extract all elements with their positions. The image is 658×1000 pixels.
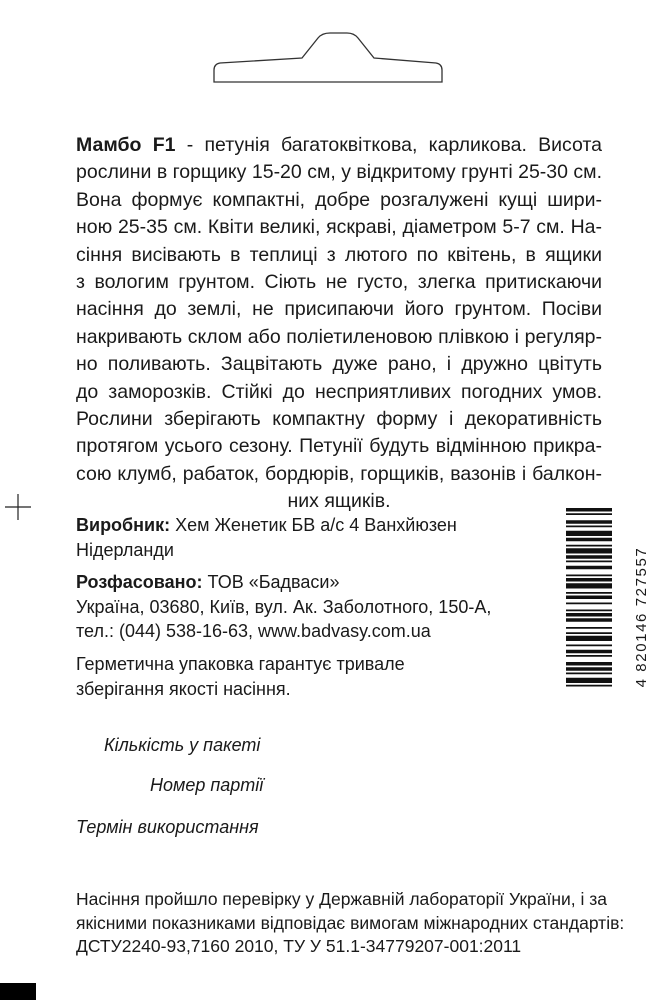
description-line: рослини в горщику 15-20 см, у відкритому грунті 25-30 см. [76, 161, 602, 184]
packer-name: ТОВ «Бадваси» [202, 572, 340, 592]
description-line: насіння до землі, не присипаючи його грунтом. Посіви [76, 298, 602, 321]
packaging-note-line: Герметична упаковка гарантує тривале [76, 654, 405, 674]
packer-address: Україна, 03680, Київ, вул. Ак. Заболотного, 150-А, [76, 596, 492, 617]
producer-country: Нідерланди [76, 539, 174, 560]
description-line: сою клумб, рабаток, бордюрів, горщиків, вазонів і балкон- [76, 462, 602, 485]
barcode-icon [566, 508, 612, 726]
product-name: Мамбо F1 [76, 134, 176, 156]
footer-line: ДСТУ2240-93,7160 2010, ТУ У 51.1-34779207-001:2011 [76, 936, 522, 956]
producer-info [76, 513, 457, 562]
description-line: но поливають. Зацвітають дуже рано, і дружно цвітуть [76, 353, 602, 376]
description-line: них ящиків. [287, 490, 391, 513]
registration-crosshair-icon [5, 494, 31, 520]
expiry-field-label: Термін використання [76, 817, 259, 837]
description-line: накривають склом або поліетиленовою плівкою і регуляр- [76, 325, 602, 348]
batch-field-label: Номер партії [150, 775, 264, 795]
description-line: Рослини зберігають компактну форму і декоративність [76, 408, 602, 431]
description-line: сіння висівають в теплиці з лютого по квітень, в ящики [76, 243, 602, 266]
barcode-digits: 4 820146 727557 [633, 546, 650, 688]
footer-line: Насіння пройшло перевірку у Державній лабораторії України, і за [76, 889, 608, 909]
corner-print-mark [0, 983, 36, 1000]
packer-info [76, 570, 491, 644]
description-line: ною 25-35 см. Квіти великі, яскраві, діаметром 5-7 см. На- [76, 216, 602, 239]
packaging-note-line: зберігання якості насіння. [76, 678, 291, 699]
description-line: протягом усього сезону. Петунії будуть відмінною прикра- [76, 435, 602, 458]
packaging-note [76, 652, 405, 701]
packer-contacts: тел.: (044) 538-16-63, www.badvasy.com.ua [76, 621, 431, 641]
description-line: до заморозків. Стійкі до несприятливих погодних умов. [76, 380, 602, 403]
producer-label: Виробник: [76, 515, 171, 535]
footer-line: якісними показниками відповідає вимогам міжнародних стандартів: [76, 912, 625, 933]
producer-name: Хем Женетик БВ а/с 4 Ванхйюзен [170, 515, 457, 535]
product-description [76, 132, 602, 516]
packer-label: Розфасовано: [76, 572, 203, 592]
certification-footer [76, 888, 625, 959]
packet-tab-outline [0, 0, 658, 100]
description-line: Вона формує компактні, добре розгалужені кущі шири- [76, 188, 602, 211]
description-line: Мамбо F1 - петунія багатоквіткова, карликова. Висота [76, 134, 603, 156]
quantity-field-label: Кількість у пакеті [104, 735, 261, 755]
description-line: з вологим грунтом. Сіють не густо, злегка притискаючи [76, 271, 602, 294]
